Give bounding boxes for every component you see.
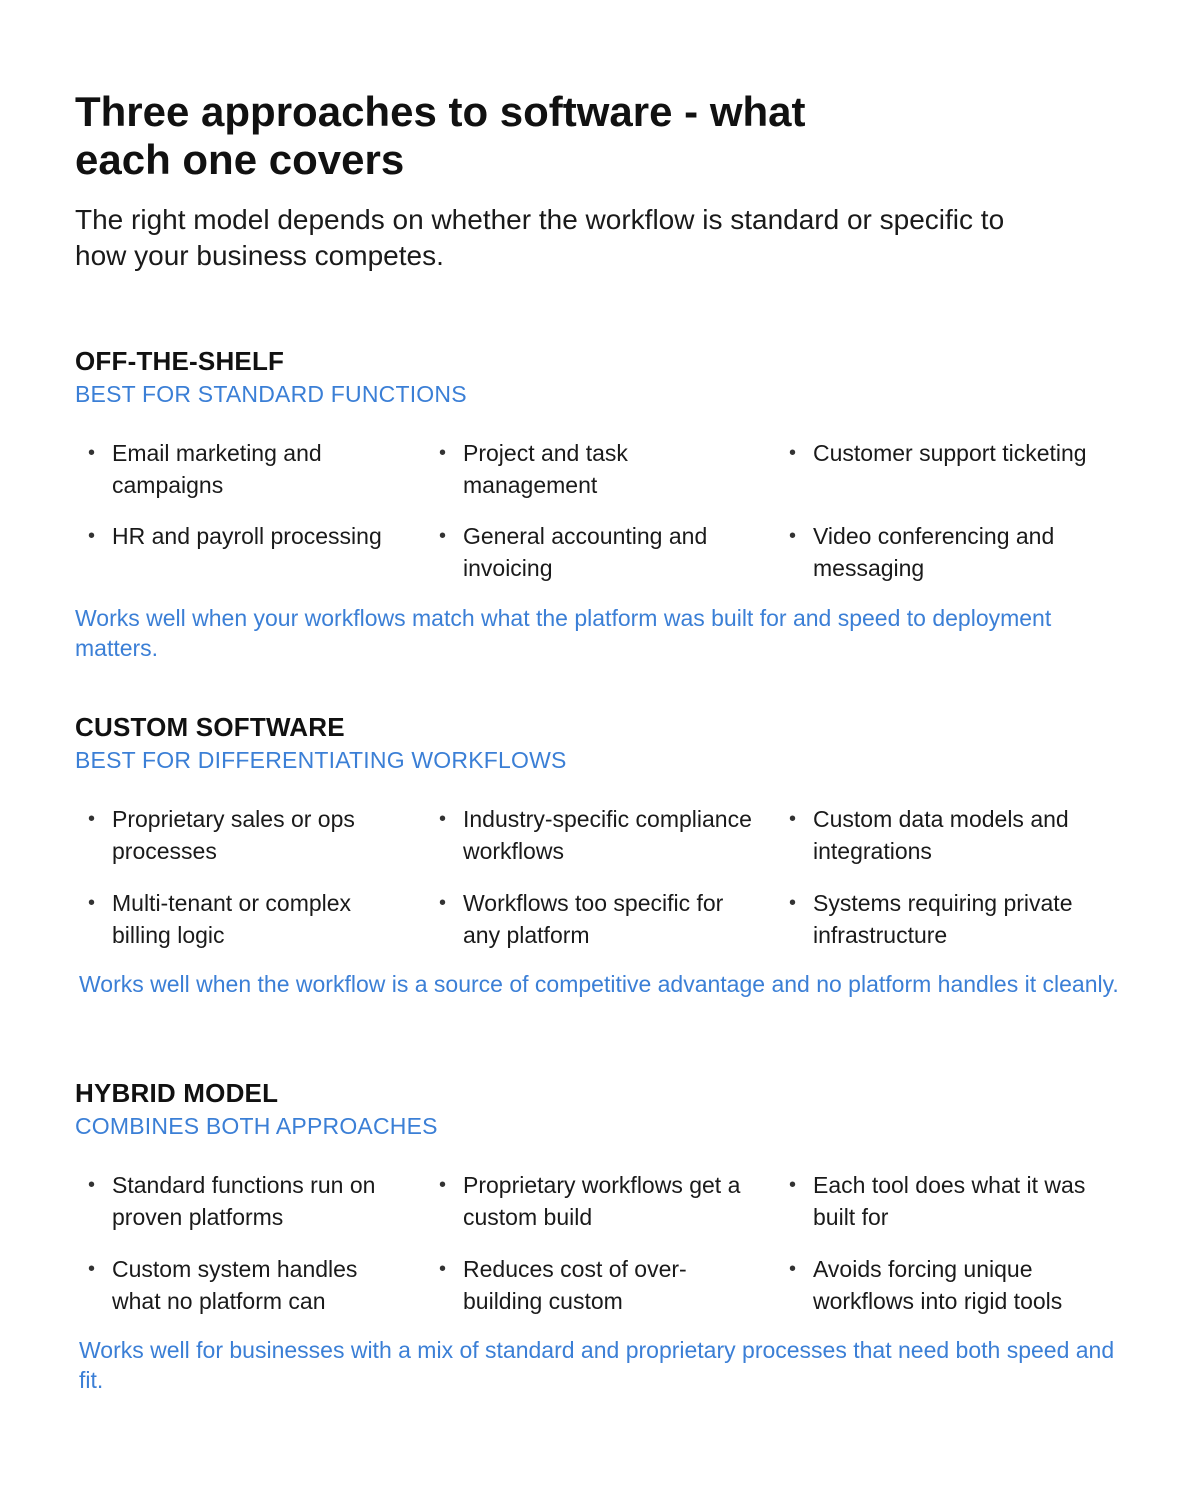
section-title: HYBRID MODEL <box>75 1078 279 1108</box>
section-title: OFF-THE-SHELF <box>75 346 285 376</box>
item-text: Workflows too specific for any platform <box>463 890 724 948</box>
item-grid <box>75 437 1135 603</box>
bullet-icon: • <box>439 892 447 914</box>
item-text: Proprietary workflows get a custom build <box>463 1172 741 1230</box>
list-item <box>75 520 420 552</box>
bullet-icon: • <box>439 1258 447 1280</box>
list-item <box>776 803 1106 867</box>
item-text: Custom data models and integrations <box>813 806 1069 864</box>
item-text: Video conferencing and messaging <box>813 523 1055 581</box>
section-note: Works well when your workflows match what the platform was built for and speed to deployment matters. <box>75 605 1052 661</box>
section-note: Works well for businesses with a mix of standard and proprietary processes that need both speed and fit. <box>79 1337 1115 1393</box>
bullet-icon: • <box>439 442 447 464</box>
item-text: HR and payroll processing <box>112 523 382 549</box>
item-text: Systems requiring private infrastructure <box>813 890 1073 948</box>
item-text: Avoids forcing unique workflows into rigid tools <box>813 1256 1063 1314</box>
bullet-icon: • <box>789 525 797 547</box>
item-grid <box>75 803 1135 969</box>
item-text: Proprietary sales or ops processes <box>112 806 355 864</box>
list-item <box>426 437 756 501</box>
item-text: Project and task management <box>463 440 628 498</box>
list-item <box>776 887 1106 951</box>
bullet-icon: • <box>88 808 96 830</box>
list-item <box>776 1253 1121 1317</box>
section-off-the-shelf <box>75 345 1135 663</box>
list-item <box>75 887 405 951</box>
list-item <box>75 1169 405 1233</box>
bullet-icon: • <box>88 1258 96 1280</box>
bullet-icon: • <box>789 442 797 464</box>
bullet-icon: • <box>439 525 447 547</box>
item-text: Standard functions run on proven platforms <box>112 1172 376 1230</box>
list-item <box>776 520 1106 584</box>
section-title: CUSTOM SOFTWARE <box>75 712 345 742</box>
bullet-icon: • <box>439 808 447 830</box>
item-text: Email marketing and campaigns <box>112 440 322 498</box>
section-hybrid-model <box>75 1077 1135 1395</box>
bullet-icon: • <box>439 1174 447 1196</box>
bullet-icon: • <box>789 1174 797 1196</box>
list-item <box>776 437 1106 469</box>
item-text: Multi-tenant or complex billing logic <box>112 890 352 948</box>
list-item <box>426 803 756 867</box>
bullet-icon: • <box>88 442 96 464</box>
section-tag: COMBINES BOTH APPROACHES <box>75 1113 438 1139</box>
section-custom-software <box>75 711 1135 999</box>
list-item <box>426 520 756 584</box>
bullet-icon: • <box>789 892 797 914</box>
section-tag: BEST FOR DIFFERENTIATING WORKFLOWS <box>75 747 567 773</box>
list-item <box>776 1169 1106 1233</box>
item-grid <box>75 1169 1135 1335</box>
page-title: Three approaches to software - what each one covers <box>75 88 806 183</box>
list-item <box>426 887 756 951</box>
list-item <box>75 1253 405 1317</box>
list-item <box>426 1253 756 1317</box>
bullet-icon: • <box>88 525 96 547</box>
bullet-icon: • <box>789 808 797 830</box>
list-item <box>75 803 405 867</box>
item-text: Each tool does what it was built for <box>813 1172 1086 1230</box>
item-text: Reduces cost of over-building custom <box>463 1256 687 1314</box>
item-text: Custom system handles what no platform can <box>112 1256 358 1314</box>
bullet-icon: • <box>88 892 96 914</box>
bullet-icon: • <box>88 1174 96 1196</box>
list-item <box>426 1169 756 1233</box>
section-tag: BEST FOR STANDARD FUNCTIONS <box>75 381 467 407</box>
item-text: General accounting and invoicing <box>463 523 708 581</box>
item-text: Customer support ticketing <box>813 440 1087 466</box>
section-note: Works well when the workflow is a source of competitive advantage and no platform handles it cleanly. <box>79 971 1119 997</box>
bullet-icon: • <box>789 1258 797 1280</box>
list-item <box>75 437 405 501</box>
item-text: Industry-specific compliance workflows <box>463 806 752 864</box>
page-subtitle: The right model depends on whether the workflow is standard or specific to how your business competes. <box>75 204 1005 271</box>
